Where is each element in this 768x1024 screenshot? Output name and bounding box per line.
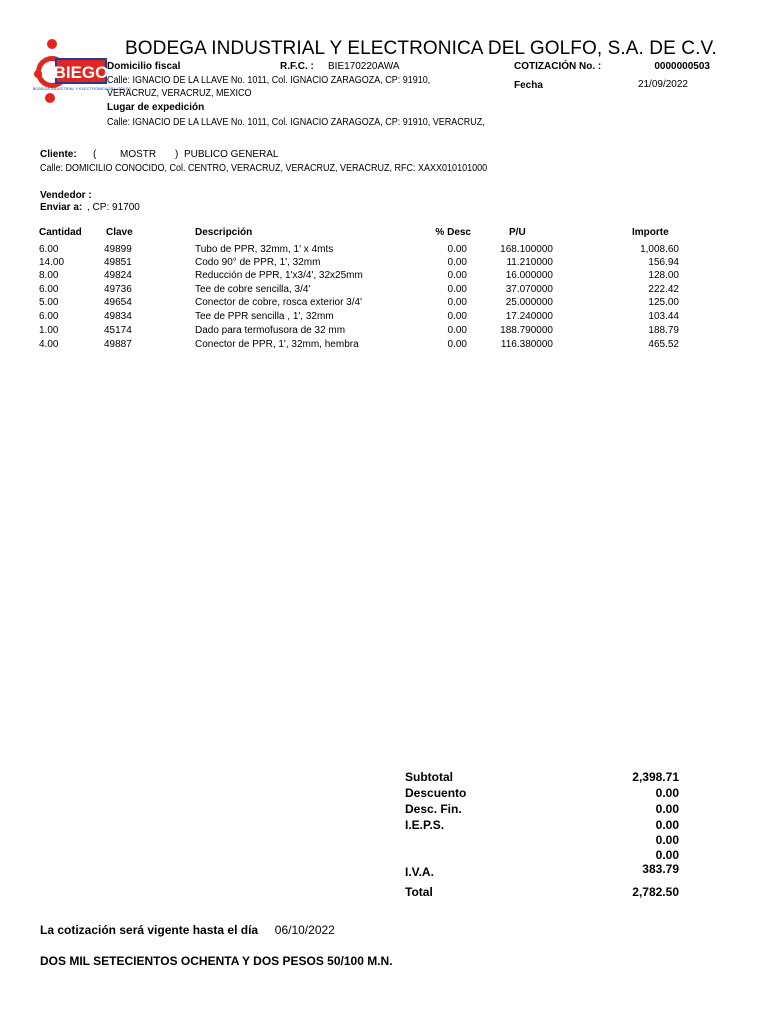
row-desc: Tee de cobre sencilla, 3/4' — [195, 284, 311, 295]
client-label: Cliente: — [40, 149, 77, 160]
row-key: 49899 — [104, 244, 132, 255]
quote-date: 21/09/2022 — [637, 79, 688, 90]
client-open-paren: ( — [93, 149, 97, 160]
table-row — [0, 270, 768, 282]
ship-to-label: Enviar a: — [40, 202, 83, 213]
quote-number: 0000000503 — [654, 61, 710, 72]
table-row — [0, 284, 768, 296]
row-discount: 0.00 — [447, 244, 467, 255]
row-qty: 14.00 — [39, 257, 65, 268]
row-key: 49824 — [104, 270, 132, 281]
col-header-unit-price: P/U — [509, 227, 526, 238]
row-key: 49834 — [104, 311, 132, 322]
fiscal-address-label: Domicilio fiscal — [107, 61, 181, 72]
row-desc: Tee de PPR sencilla , 1', 32mm — [195, 311, 334, 322]
row-qty: 1.00 — [39, 325, 59, 336]
row-unit-price: 16.000000 — [505, 270, 553, 281]
row-qty: 8.00 — [39, 270, 59, 281]
fiscal-address-line1: Calle: IGNACIO DE LA LLAVE No. 1011, Col. IGNACIO ZARAGOZA, CP: 91910, — [107, 75, 431, 86]
iva-value: 383.79 — [642, 862, 679, 876]
logo-wordmark: BIEGO — [53, 63, 109, 82]
date-label: Fecha — [514, 80, 543, 91]
expedition-address: Calle: IGNACIO DE LA LLAVE No. 1011, Col. IGNACIO ZARAGOZA, CP: 91910, VERACRUZ, — [107, 117, 485, 128]
row-unit-price: 11.210000 — [506, 257, 553, 268]
tax-extra-value-2: 0.00 — [655, 848, 679, 862]
subtotal-label: Subtotal — [405, 770, 453, 784]
row-unit-price: 116.380000 — [500, 339, 553, 350]
logo-graphic — [30, 34, 132, 110]
ieps-value: 0.00 — [655, 818, 679, 832]
validity-label: La cotización será vigente hasta el día — [40, 923, 259, 937]
client-name: PUBLICO GENERAL — [184, 149, 279, 160]
table-row — [0, 297, 768, 309]
row-unit-price: 37.070000 — [505, 284, 553, 295]
row-amount: 222.42 — [648, 284, 679, 295]
row-key: 49887 — [104, 339, 132, 350]
quote-number-label: COTIZACIÓN No. : — [514, 61, 602, 72]
logo-dot-left — [34, 70, 42, 78]
row-amount: 128.00 — [648, 270, 679, 281]
col-header-qty: Cantidad — [39, 227, 82, 238]
total-value: 2,782.50 — [632, 885, 679, 899]
rfc-value: BIE170220AWA — [328, 61, 400, 72]
logo-dot-top — [47, 39, 57, 49]
row-desc: Codo 90° de PPR, 1', 32mm — [195, 257, 321, 268]
row-amount: 156.94 — [648, 257, 679, 268]
row-key: 49736 — [104, 284, 132, 295]
row-discount: 0.00 — [447, 297, 467, 308]
col-header-key: Clave — [106, 227, 133, 238]
company-logo — [30, 34, 132, 110]
discount-label: Descuento — [405, 786, 467, 800]
col-header-discount: % Desc — [435, 227, 471, 238]
row-key: 49654 — [104, 297, 132, 308]
row-discount: 0.00 — [447, 257, 467, 268]
seller-label: Vendedor : — [40, 190, 92, 201]
client-address: Calle: DOMICILIO CONOCIDO, Col. CENTRO, VERACRUZ, VERACRUZ, VERACRUZ, RFC: XAXX010101000 — [40, 163, 488, 174]
row-desc: Tubo de PPR, 32mm, 1' x 4mts — [195, 244, 334, 255]
row-amount: 188.79 — [648, 325, 679, 336]
expedition-label: Lugar de expedición — [107, 102, 205, 113]
iva-label: I.V.A. — [405, 865, 434, 879]
logo-dot-bottom — [45, 93, 55, 103]
row-key: 45174 — [104, 325, 132, 336]
rfc-label: R.F.C. : — [280, 61, 314, 72]
row-desc: Dado para termofusora de 32 mm — [195, 325, 346, 336]
row-amount: 125.00 — [648, 297, 679, 308]
row-discount: 0.00 — [447, 325, 467, 336]
fin-discount-value: 0.00 — [655, 802, 679, 816]
row-qty: 4.00 — [39, 339, 59, 350]
ieps-label: I.E.P.S. — [405, 818, 445, 832]
row-qty: 6.00 — [39, 284, 59, 295]
row-amount: 465.52 — [648, 339, 679, 350]
table-row — [0, 339, 768, 351]
row-key: 49851 — [104, 257, 132, 268]
fiscal-address-line2: VERACRUZ, VERACRUZ, MEXICO — [107, 88, 252, 99]
row-desc: Conector de cobre, rosca exterior 3/4' — [195, 297, 362, 308]
row-discount: 0.00 — [447, 311, 467, 322]
row-desc: Reducción de PPR, 1'x3/4', 32x25mm — [195, 270, 363, 281]
logo-subtext: BODEGA INDUSTRIAL Y ELECTRONICA DEL GOLFO — [32, 86, 132, 91]
row-unit-price: 188.790000 — [500, 325, 553, 336]
row-unit-price: 25.000000 — [505, 297, 553, 308]
row-amount: 1,008.60 — [640, 244, 679, 255]
company-name: BODEGA INDUSTRIAL Y ELECTRONICA DEL GOLFO, S.A. DE C.V. — [125, 38, 717, 59]
col-header-amount: Importe — [632, 227, 669, 238]
row-unit-price: 17.240000 — [505, 311, 553, 322]
amount-in-words: DOS MIL SETECIENTOS OCHENTA Y DOS PESOS 50/100 M.N. — [40, 954, 393, 968]
table-row — [0, 311, 768, 323]
total-label: Total — [405, 885, 433, 899]
tax-extra-value-1: 0.00 — [655, 833, 679, 847]
client-close-paren: ) — [175, 149, 179, 160]
subtotal-value: 2,398.71 — [632, 770, 679, 784]
row-qty: 5.00 — [39, 297, 59, 308]
discount-value: 0.00 — [655, 786, 679, 800]
validity-line — [40, 923, 335, 937]
row-unit-price: 168.100000 — [500, 244, 553, 255]
row-discount: 0.00 — [447, 284, 467, 295]
row-desc: Conector de PPR, 1', 32mm, hembra — [195, 339, 359, 350]
client-code: MOSTR — [120, 149, 157, 160]
ship-to-value: , CP: 91700 — [87, 202, 140, 213]
fin-discount-label: Desc. Fin. — [405, 802, 462, 816]
row-discount: 0.00 — [447, 339, 467, 350]
row-qty: 6.00 — [39, 244, 59, 255]
table-row — [0, 325, 768, 337]
table-row — [0, 244, 768, 256]
row-amount: 103.44 — [648, 311, 679, 322]
row-qty: 6.00 — [39, 311, 59, 322]
validity-date: 06/10/2022 — [274, 923, 335, 937]
row-discount: 0.00 — [447, 270, 467, 281]
table-row — [0, 257, 768, 269]
col-header-desc: Descripción — [195, 227, 253, 238]
